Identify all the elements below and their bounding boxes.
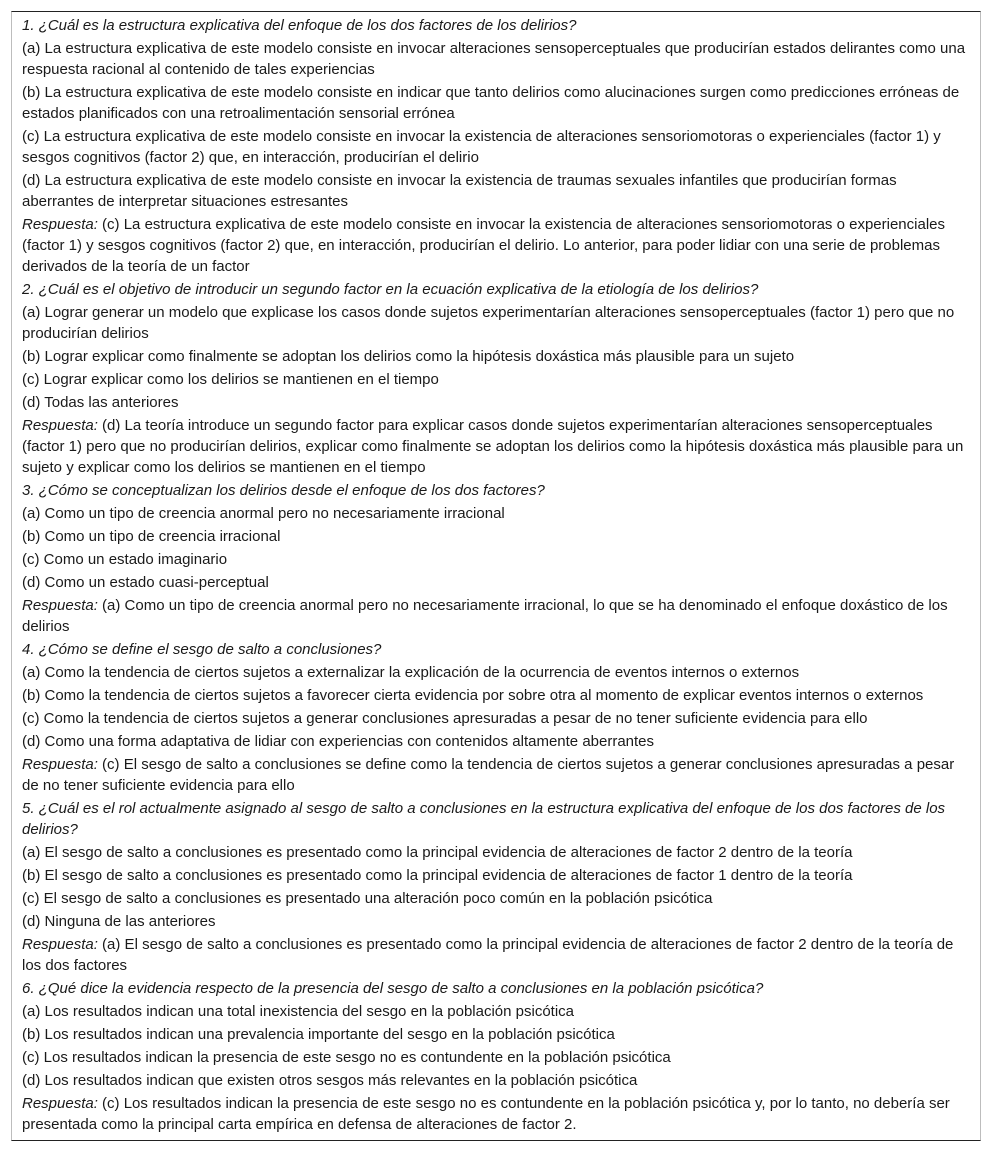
answer-line xyxy=(22,594,970,638)
answer-label: Respuesta: xyxy=(22,597,98,614)
answer-text: (c) El sesgo de salto a conclusiones se define como la tendencia de ciertos sujetos a generar conclusiones apresuradas a pesar de no tener suficiente evidencia para ello xyxy=(22,756,955,794)
question-text: 6. ¿Qué dice la evidencia respecto de la presencia del sesgo de salto a conclusiones en la población psicótica? xyxy=(22,980,764,997)
answer-text: (c) Los resultados indican la presencia de este sesgo no es contundente en la población psicótica y, por lo tanto, no debería ser presentada como la principal carta empírica en defensa de alteraciones de factor 2. xyxy=(22,1095,950,1133)
option-a: (a) El sesgo de salto a conclusiones es presentado como la principal evidencia de alteraciones de factor 2 dentro de la teoría xyxy=(22,844,853,861)
question-block-1 xyxy=(22,14,970,278)
answer-label: Respuesta: xyxy=(22,1095,98,1112)
option-c: (c) Como un estado imaginario xyxy=(22,551,228,568)
option-a: (a) La estructura explicativa de este modelo consiste en invocar alteraciones sensoperceptuales que producirían estados delirantes como una respuesta racional al contenido de tales experiencias xyxy=(22,40,966,78)
question-text: 2. ¿Cuál es el objetivo de introducir un segundo factor en la ecuación explicativa de la etiología de los delirios? xyxy=(22,281,759,298)
question-block-5 xyxy=(22,797,970,977)
option-b: (b) Lograr explicar como finalmente se adoptan los delirios como la hipótesis doxástica más plausible para un sujeto xyxy=(22,348,795,365)
option-c: (c) La estructura explicativa de este modelo consiste en invocar la existencia de alteraciones sensoriomotoras o experienciales (factor 1) y sesgos cognitivos (factor 2) que, en interacción, producirían el delirio xyxy=(22,128,941,166)
option-a: (a) Los resultados indican una total inexistencia del sesgo en la población psicótica xyxy=(22,1003,575,1020)
option-c: (c) El sesgo de salto a conclusiones es presentado una alteración poco común en la población psicótica xyxy=(22,890,713,907)
option-d: (d) Los resultados indican que existen otros sesgos más relevantes en la población psicótica xyxy=(22,1072,638,1089)
answer-label: Respuesta: xyxy=(22,756,98,773)
question-block-4 xyxy=(22,638,970,797)
option-b: (b) La estructura explicativa de este modelo consiste en indicar que tanto delirios como alucinaciones surgen como predicciones erróneas de estados planificados con una retroalimentación sensorial errónea xyxy=(22,84,960,122)
question-text: 5. ¿Cuál es el rol actualmente asignado al sesgo de salto a conclusiones en la estructura explicativa del enfoque de los dos factores de los delirios? xyxy=(22,800,946,838)
answer-line xyxy=(22,1092,970,1136)
option-a: (a) Como la tendencia de ciertos sujetos a externalizar la explicación de la ocurrencia de eventos internos o externos xyxy=(22,664,800,681)
option-d: (d) Todas las anteriores xyxy=(22,394,179,411)
option-b: (b) Los resultados indican una prevalencia importante del sesgo en la población psicótica xyxy=(22,1026,615,1043)
answer-label: Respuesta: xyxy=(22,936,98,953)
option-d: (d) Ninguna de las anteriores xyxy=(22,913,216,930)
answer-line xyxy=(22,414,970,479)
quiz-table xyxy=(11,11,981,1141)
answer-text: (a) Como un tipo de creencia anormal pero no necesariamente irracional, lo que se ha denominado el enfoque doxástico de los delirios xyxy=(22,597,948,635)
answer-label: Respuesta: xyxy=(22,216,98,233)
question-block-3 xyxy=(22,479,970,638)
option-b: (b) El sesgo de salto a conclusiones es presentado como la principal evidencia de alteraciones de factor 1 dentro de la teoría xyxy=(22,867,853,884)
option-c: (c) Como la tendencia de ciertos sujetos a generar conclusiones apresuradas a pesar de no tener suficiente evidencia para ello xyxy=(22,710,868,727)
question-text: 3. ¿Cómo se conceptualizan los delirios desde el enfoque de los dos factores? xyxy=(22,482,545,499)
question-block-6 xyxy=(22,977,970,1136)
question-text: 4. ¿Cómo se define el sesgo de salto a conclusiones? xyxy=(22,641,382,658)
answer-text: (d) La teoría introduce un segundo factor para explicar casos donde sujetos experimentarían alteraciones sensoperceptuales (factor 1) pero que no producirían delirios, explicar como finalmente se adoptan los delirios como la hipótesis doxástica más plausible para un sujeto y explicar como los delirios se mantienen en el tiempo xyxy=(22,417,964,476)
answer-line xyxy=(22,753,970,797)
option-c: (c) Lograr explicar como los delirios se mantienen en el tiempo xyxy=(22,371,439,388)
answer-line xyxy=(22,213,970,278)
answer-text: (a) El sesgo de salto a conclusiones es presentado como la principal evidencia de alteraciones de factor 2 dentro de la teoría de los dos factores xyxy=(22,936,954,974)
option-a: (a) Como un tipo de creencia anormal pero no necesariamente irracional xyxy=(22,505,505,522)
option-d: (d) La estructura explicativa de este modelo consiste en invocar la existencia de traumas sexuales infantiles que producirían formas aberrantes de interpretar situaciones estresantes xyxy=(22,172,897,210)
question-text: 1. ¿Cuál es la estructura explicativa del enfoque de los dos factores de los delirios? xyxy=(22,17,577,34)
option-b: (b) Como un tipo de creencia irracional xyxy=(22,528,281,545)
option-d: (d) Como una forma adaptativa de lidiar con experiencias con contenidos altamente aberrantes xyxy=(22,733,655,750)
option-c: (c) Los resultados indican la presencia de este sesgo no es contundente en la población psicótica xyxy=(22,1049,671,1066)
answer-label: Respuesta: xyxy=(22,417,98,434)
answer-line xyxy=(22,933,970,977)
option-a: (a) Lograr generar un modelo que explicase los casos donde sujetos experimentarían alteraciones sensoperceptuales (factor 1) pero que no producirían delirios xyxy=(22,304,955,342)
option-b: (b) Como la tendencia de ciertos sujetos a favorecer cierta evidencia por sobre otra al momento de explicar eventos internos o externos xyxy=(22,687,924,704)
option-d: (d) Como un estado cuasi-perceptual xyxy=(22,574,269,591)
question-block-2 xyxy=(22,278,970,479)
answer-text: (c) La estructura explicativa de este modelo consiste en invocar la existencia de alteraciones sensoriomotoras o experienciales (factor 1) y sesgos cognitivos (factor 2) que, en interacción, producirían el delirio. Lo anterior, para poder lidiar con una serie de problemas derivados de la teoría de un factor xyxy=(22,216,945,275)
